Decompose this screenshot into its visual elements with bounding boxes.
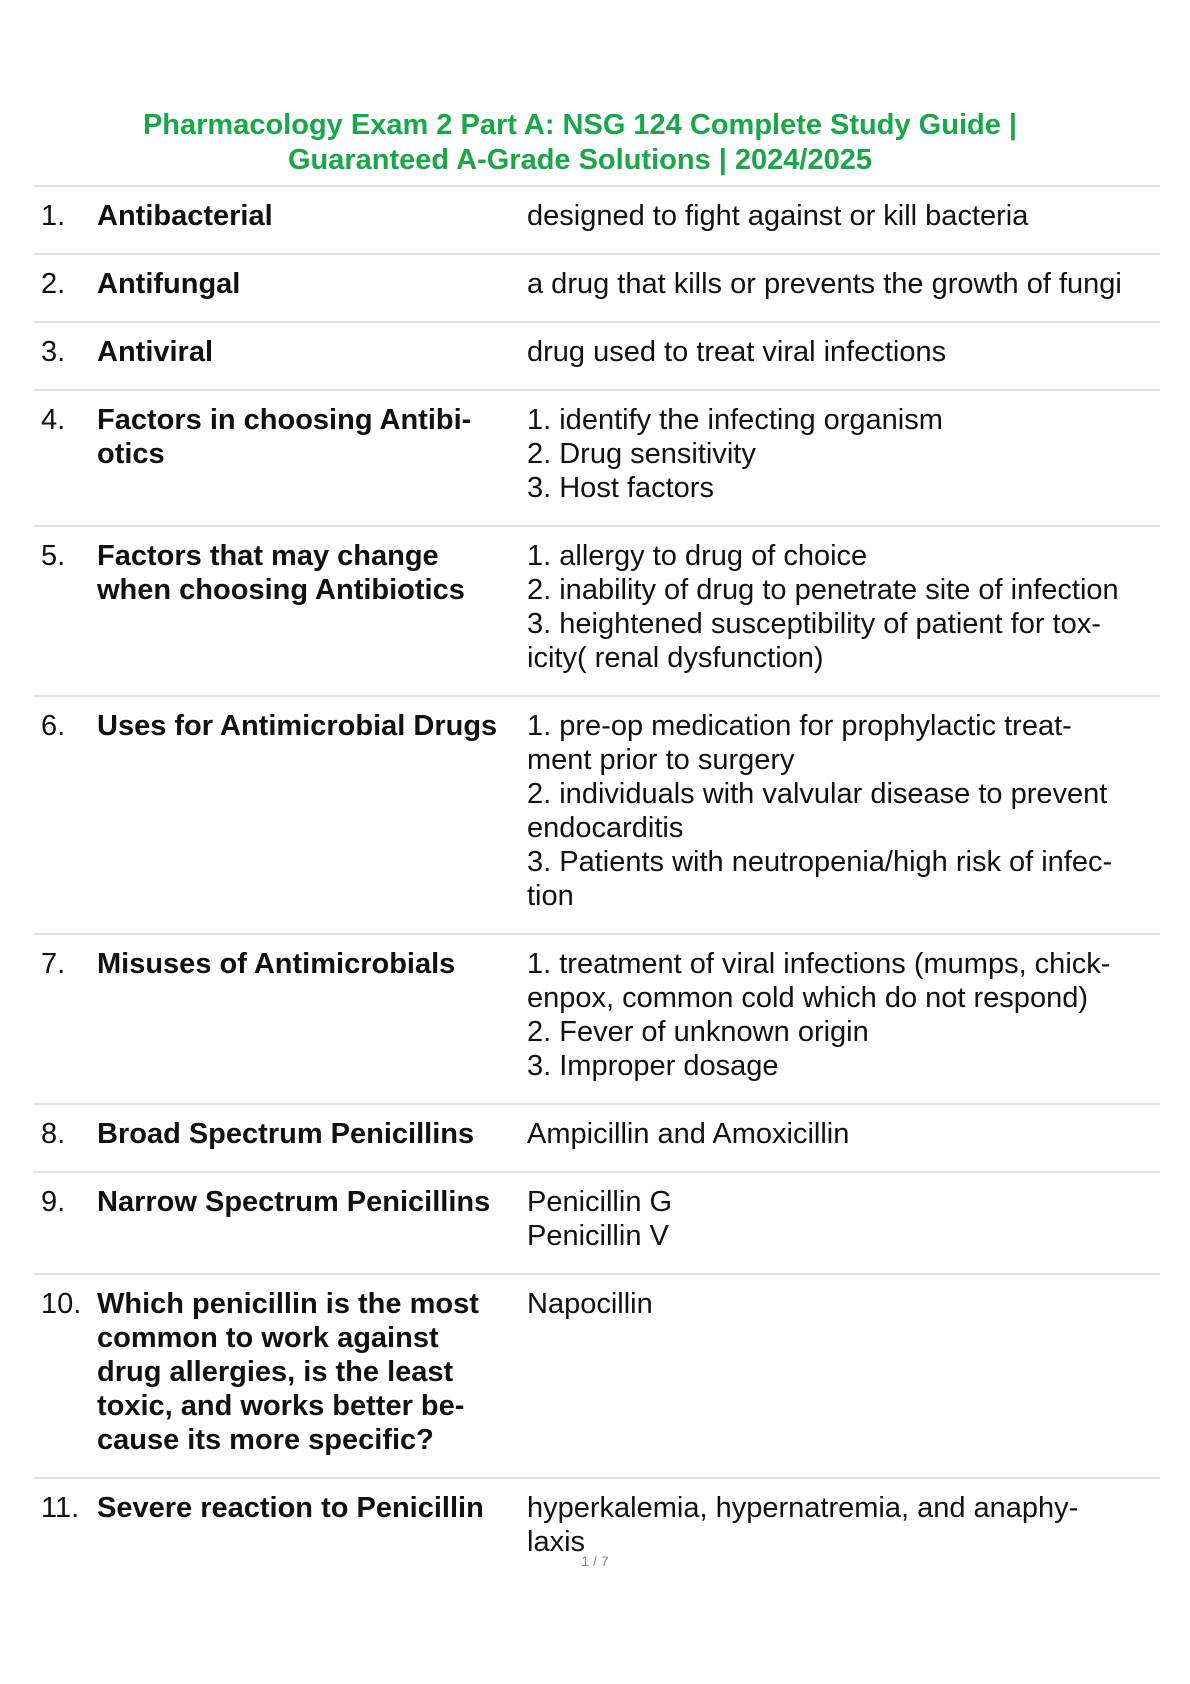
- card-definition: 1. treatment of viral infections (mumps, chick- enpox, common cold which do not respond) 2. Fever of unknown origin 3. Improper dosage: [527, 948, 1111, 1082]
- card-term-text: Factors that may change when choosing Antibiotics: [97, 540, 465, 606]
- card-number: 1.: [41, 200, 66, 232]
- card-term-text: Antifungal: [97, 268, 241, 300]
- card-term-text: Broad Spectrum Penicillins: [97, 1118, 475, 1150]
- flashcard-row: [33, 391, 1160, 527]
- card-definition: drug used to treat viral infections: [527, 336, 947, 368]
- flashcard-row: [33, 1275, 1160, 1479]
- card-term-text: Uses for Antimicrobial Drugs: [97, 710, 498, 742]
- card-term: [97, 539, 527, 675]
- card-term-text: Factors in choosing Antibi- otics: [97, 404, 472, 470]
- card-number: 4.: [41, 404, 66, 436]
- card-number: 6.: [41, 710, 66, 742]
- card-definition: Penicillin G Penicillin V: [527, 1186, 673, 1252]
- card-term: [97, 267, 527, 301]
- card-term: [97, 947, 527, 1083]
- flashcard-row: [33, 935, 1160, 1105]
- document-title: [130, 108, 1030, 178]
- card-number: 2.: [41, 268, 66, 300]
- card-definition: 1. pre-op medication for prophylactic treat- ment prior to surgery 2. individuals with valvular disease to prevent endocarditis 3. Patients with neutropenia/high risk of infec- tion: [527, 710, 1113, 912]
- card-number: 5.: [41, 540, 66, 572]
- title-line-1: Pharmacology Exam 2 Part A: NSG 124 Complete Study Guide |: [142, 109, 1018, 141]
- card-definition: Napocillin: [527, 1288, 653, 1320]
- card-term: [97, 1491, 527, 1559]
- flashcard-row: [33, 255, 1160, 323]
- card-number: 8.: [41, 1118, 66, 1150]
- card-term: [97, 335, 527, 369]
- card-definition: hyperkalemia, hypernatremia, and anaphy- laxis: [527, 1492, 1079, 1558]
- card-term: [97, 1117, 527, 1151]
- card-term-text: Severe reaction to Penicillin: [97, 1492, 484, 1524]
- card-number: 11.: [41, 1492, 80, 1524]
- card-term-text: Narrow Spectrum Penicillins: [97, 1186, 491, 1218]
- card-term: [97, 199, 527, 233]
- card-number: 10.: [41, 1288, 82, 1320]
- card-number: 9.: [41, 1186, 66, 1218]
- card-term-text: Which penicillin is the most common to work against drug allergies, is the least toxic, and works better be- cause its more specific?: [97, 1288, 479, 1456]
- flashcard-row: [33, 1105, 1160, 1173]
- card-definition: 1. identify the infecting organism 2. Drug sensitivity 3. Host factors: [527, 404, 943, 504]
- flashcard-row: [33, 187, 1160, 255]
- flashcard-row: [33, 527, 1160, 697]
- title-line-2: Guaranteed A-Grade Solutions | 2024/2025: [287, 144, 873, 176]
- card-term: [97, 1287, 527, 1457]
- card-term: [97, 709, 527, 913]
- card-term-text: Antiviral: [97, 336, 214, 368]
- flashcard-row: [33, 1173, 1160, 1275]
- card-term-text: Antibacterial: [97, 200, 273, 232]
- card-term: [97, 1185, 527, 1253]
- card-term: [97, 403, 527, 505]
- page-indicator: 1 / 7: [581, 1553, 609, 1569]
- card-term-text: Misuses of Antimicrobials: [97, 948, 456, 980]
- card-number: 3.: [41, 336, 66, 368]
- flashcard-list: [33, 185, 1160, 1579]
- card-definition: designed to fight against or kill bacteria: [527, 200, 1029, 232]
- card-definition: 1. allergy to drug of choice 2. inability of drug to penetrate site of infection 3. heightened susceptibility of patient for tox- icity( renal dysfunction): [527, 540, 1119, 674]
- card-definition: Ampicillin and Amoxicillin: [527, 1118, 850, 1150]
- card-definition: a drug that kills or prevents the growth of fungi: [527, 268, 1122, 300]
- card-number: 7.: [41, 948, 66, 980]
- flashcard-row: [33, 323, 1160, 391]
- flashcard-row: [33, 697, 1160, 935]
